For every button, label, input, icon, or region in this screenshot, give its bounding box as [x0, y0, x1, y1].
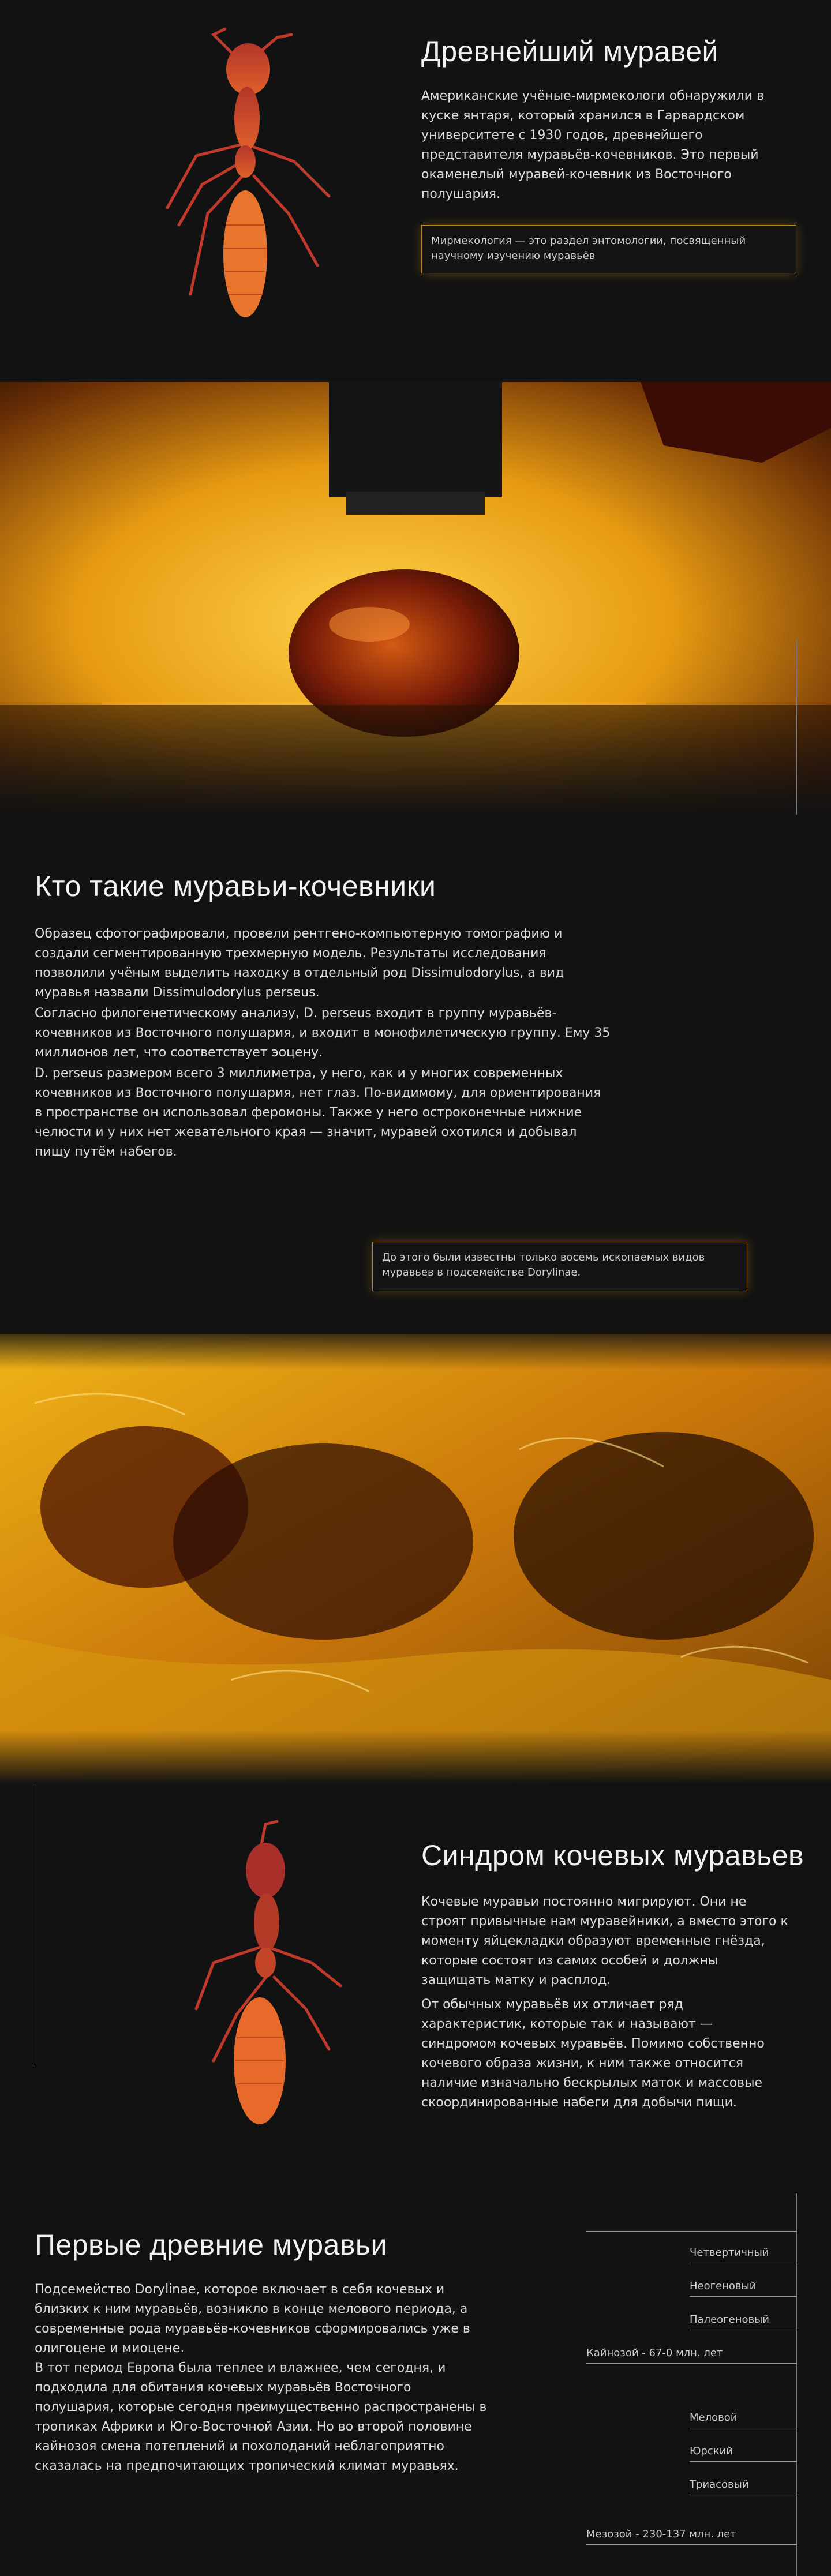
amber-closeup-photo — [0, 1334, 831, 1784]
first-ants-title: Первые древние муравьи — [35, 2229, 387, 2261]
period-jurassic: Юрский — [690, 2445, 733, 2457]
syndrome-title: Синдром кочевых муравьев — [421, 1839, 804, 1872]
period-line — [690, 2461, 796, 2462]
syndrome-section — [0, 1784, 831, 2182]
first-ants-p2: В тот период Европа была теплее и влажнее, чем сегодня, и подходила для обитания кочевых муравьёв Восточного полушария, которые сегодня преимущественно распространены в тропиках Африки и Юго-Восточной Азии. Но во второй половине кайнозоя смена потеплений и похолоданий неблагоприятно сказалась на предпочитающих тропический климат муравьях. — [35, 2361, 487, 2473]
period-triassic: Триасовый — [690, 2478, 749, 2491]
timeline-axis — [796, 2193, 797, 2576]
timeline-top-line — [586, 2231, 796, 2232]
period-neogene: Неогеновый — [690, 2280, 757, 2292]
era-line — [586, 2363, 796, 2364]
intro-title: Древнейший муравей — [421, 35, 718, 68]
syndrome-p1: Кочевые муравьи постоянно мигрируют. Они не строят привычные нам муравейники, а вместо этого к моменту яйцекладки образуют временные гнёзда, которые состоят из самих особей и должны защищать матку и расплод. — [421, 1895, 788, 1988]
era-line — [586, 2544, 796, 2545]
amber-microscope-photo — [0, 382, 831, 815]
intro-section — [0, 0, 831, 382]
army-ants-p3: D. perseus размером всего 3 миллиметра, у него, как и у многих современных кочевников из Восточного полушария, нет глаз. По-видимому, для ориентирования в пространстве он использовал феромоны. Также у него остроконечные нижние челюсти и у них нет жевательного края — значит, муравей охотился и добывал пищу путём набегов. — [35, 1066, 601, 1159]
first-ants-p1: Подсемейство Dorylinae, которое включает в себя кочевых и близких к ним муравьёв, возникло в конце мелового периода, а современные рода муравьёв-кочевников сформировались уже в олигоцене и миоцене. — [35, 2282, 470, 2356]
army-ants-p1: Образец сфотографировали, провели рентгено-компьютерную томографию и создали сегментированную трехмерную модель. Результаты исследования позволили учёным выделить находку в отдельный род Dissimulodorylus, а вид муравья назвали Dissimulodorylus perseus. — [35, 927, 564, 1000]
ant-illustration — [156, 23, 346, 346]
myrmecology-note: Мирмекология — это раздел энтомологии, посвященный научному изучению муравьёв — [421, 225, 796, 273]
era-mesozoic: Мезозой - 230-137 млн. лет — [586, 2528, 736, 2540]
first-ants-section — [0, 2182, 831, 2576]
army-ants-p2: Согласно филогенетическому анализу, D. perseus входит в группу муравьёв-кочевников из Восточного полушария, и входит в монофилетическую группу. Ему 35 миллионов лет, что соответствует эоцену. — [35, 1006, 611, 1060]
amber-photo-section — [0, 382, 831, 815]
period-paleogene: Палеогеновый — [690, 2313, 769, 2326]
period-quaternary: Четвертичный — [690, 2247, 769, 2259]
dorylinae-note: До этого были известны только восемь ископаемых видов муравьев в подсемействе Dorylinae. — [372, 1242, 747, 1291]
era-cenozoic: Кайнозой - 67-0 млн. лет — [586, 2347, 723, 2359]
amber-closeup-section — [0, 1334, 831, 1784]
syndrome-p2: От обычных муравьёв их отличает ряд характеристик, которые так и называют — синдромом кочевых муравьёв. Помимо собственно кочевого образа жизни, к ним также относится наличие изначально бескрылых маток и массовые скоординированные набеги для добычи пищи. — [421, 1997, 765, 2110]
ant-illustration-2 — [179, 1818, 352, 2142]
intro-text: Американские учёные-мирмекологи обнаружили в куске янтаря, который хранился в Гарвардском университете с 1930 годов, древнейшего представителя муравьёв-кочевников. Это первый окаменелый муравей-кочевник из Восточного полушария. — [421, 89, 765, 201]
army-ants-section — [0, 815, 831, 1334]
period-cretaceous: Меловой — [690, 2412, 738, 2424]
period-line — [690, 2296, 796, 2297]
army-ants-title: Кто такие муравьи-кочевники — [35, 870, 436, 902]
